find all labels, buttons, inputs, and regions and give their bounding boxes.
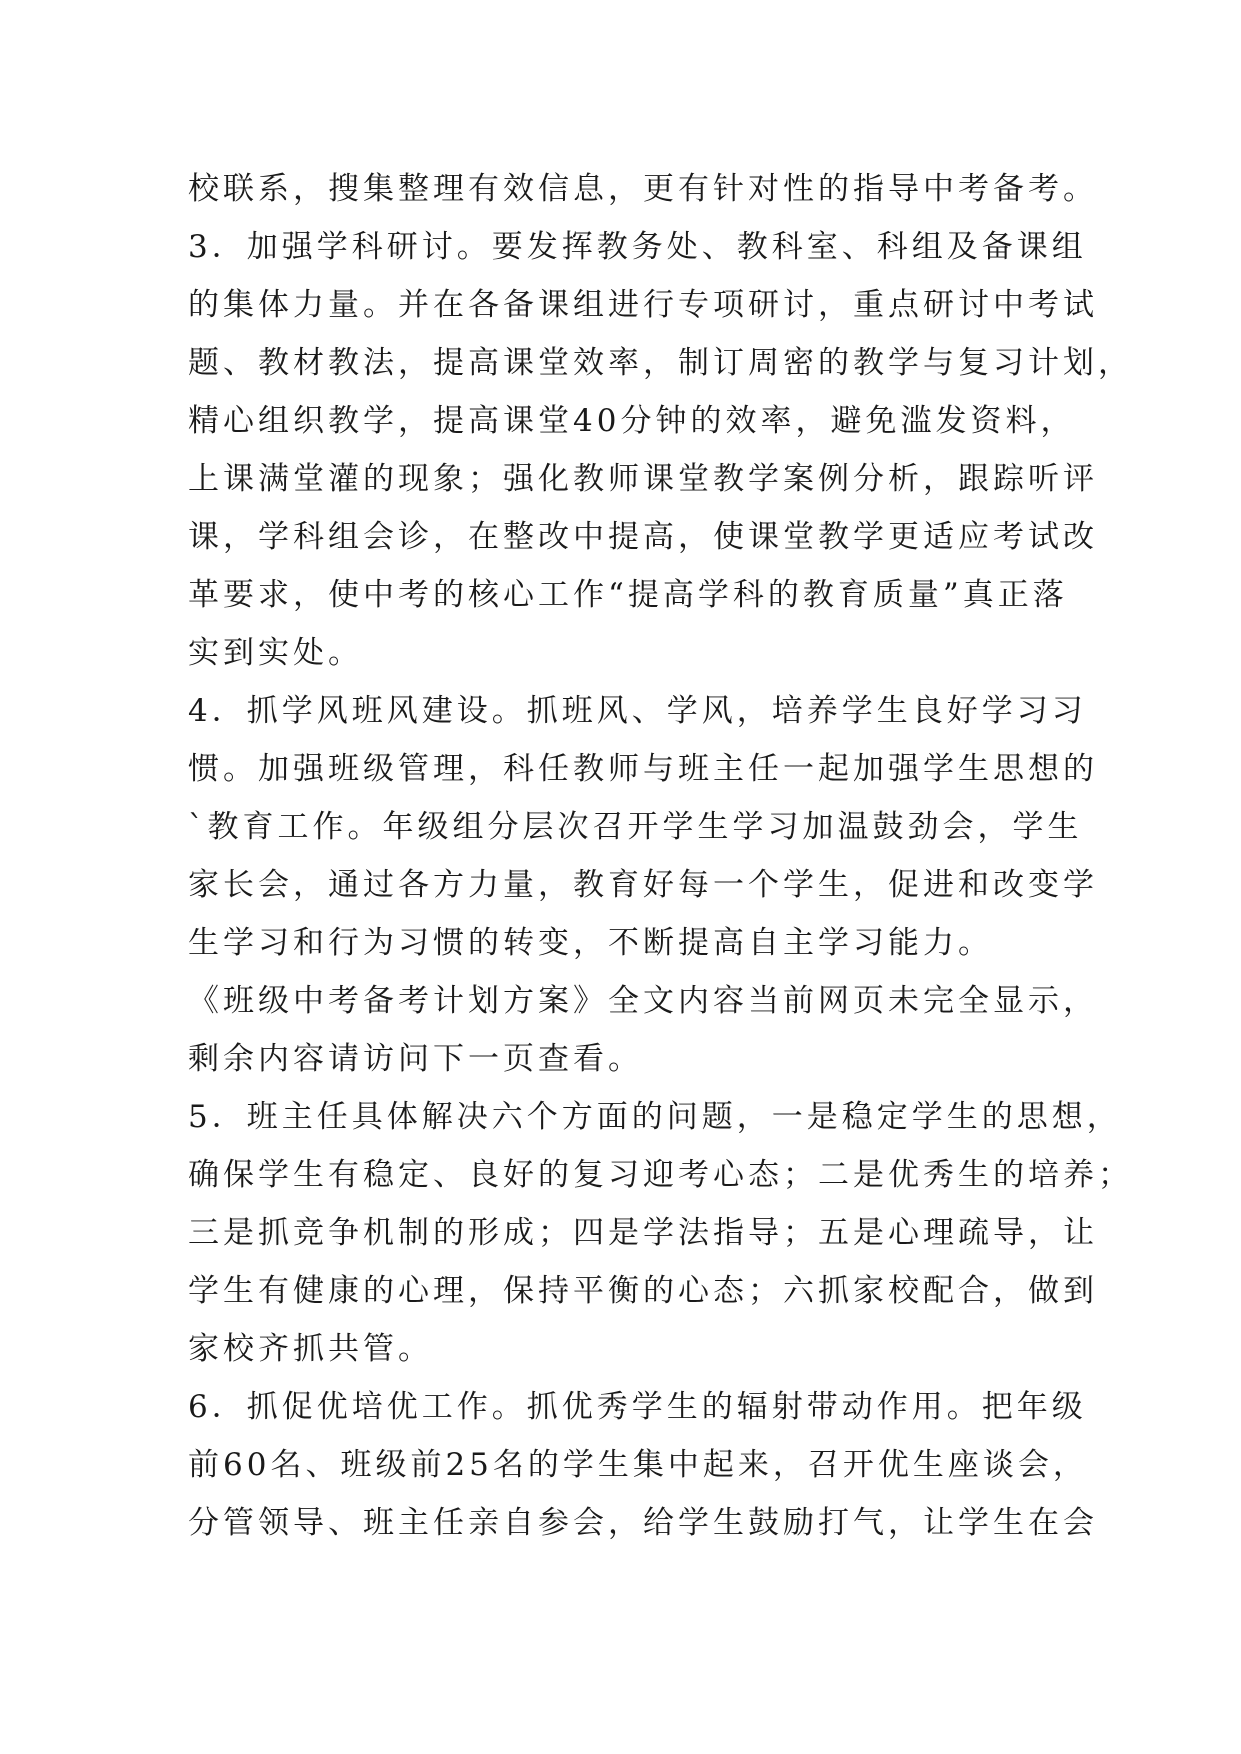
text-line: 生学习和行为习惯的转变，不断提高自主学习能力。 [188, 925, 993, 961]
text-line: 5．班主任具体解决六个方面的问题，一是稳定学生的思想， [188, 1099, 1122, 1135]
text-line: 三是抓竞争机制的形成；四是学法指导；五是心理疏导，让 [188, 1215, 1098, 1251]
text-line: 确保学生有稳定、良好的复习迎考心态；二是优秀生的培养； [188, 1157, 1133, 1193]
text-line: 精心组织教学，提高课堂40分钟的效率，避免滥发资料， [188, 403, 1076, 439]
text-line: 剩余内容请访问下一页查看。 [188, 1041, 643, 1077]
text-line: 惯。加强班级管理，科任教师与班主任一起加强学生思想的 [188, 751, 1098, 787]
text-line: 革要求，使中考的核心工作“提高学科的教育质量”真正落 [188, 577, 1068, 613]
text-line: 分管领导、班主任亲自参会，给学生鼓励打气，让学生在会 [188, 1505, 1098, 1541]
text-line: 课，学科组会诊，在整改中提高，使课堂教学更适应考试改 [188, 519, 1098, 555]
text-line: 4．抓学风班风建设。抓班风、学风，培养学生良好学习习 [188, 693, 1087, 729]
text-line: 6．抓促优培优工作。抓优秀学生的辐射带动作用。把年级 [188, 1389, 1087, 1425]
text-line: 《班级中考备考计划方案》全文内容当前网页未完全显示， [188, 983, 1098, 1019]
text-line: 上课满堂灌的现象；强化教师课堂教学案例分析，跟踪听评 [188, 461, 1098, 497]
text-line: 校联系，搜集整理有效信息，更有针对性的指导中考备考。 [188, 171, 1098, 207]
text-line: 3．加强学科研讨。要发挥教务处、教科室、科组及备课组 [188, 229, 1087, 265]
text-line: 家校齐抓共管。 [188, 1331, 433, 1367]
text-line: 题、教材教法，提高课堂效率，制订周密的教学与复习计划， [188, 345, 1133, 381]
text-line: `教育工作。年级组分层次召开学生学习加温鼓劲会，学生 [188, 809, 1083, 845]
text-line: 家长会，通过各方力量，教育好每一个学生，促进和改变学 [188, 867, 1098, 903]
document-body [188, 160, 1133, 1552]
text-line: 的集体力量。并在各备课组进行专项研讨，重点研讨中考试 [188, 287, 1098, 323]
text-line: 前60名、班级前25名的学生集中起来，召开优生座谈会， [188, 1447, 1088, 1483]
text-line: 实到实处。 [188, 635, 363, 671]
text-line: 学生有健康的心理，保持平衡的心态；六抓家校配合，做到 [188, 1273, 1098, 1309]
